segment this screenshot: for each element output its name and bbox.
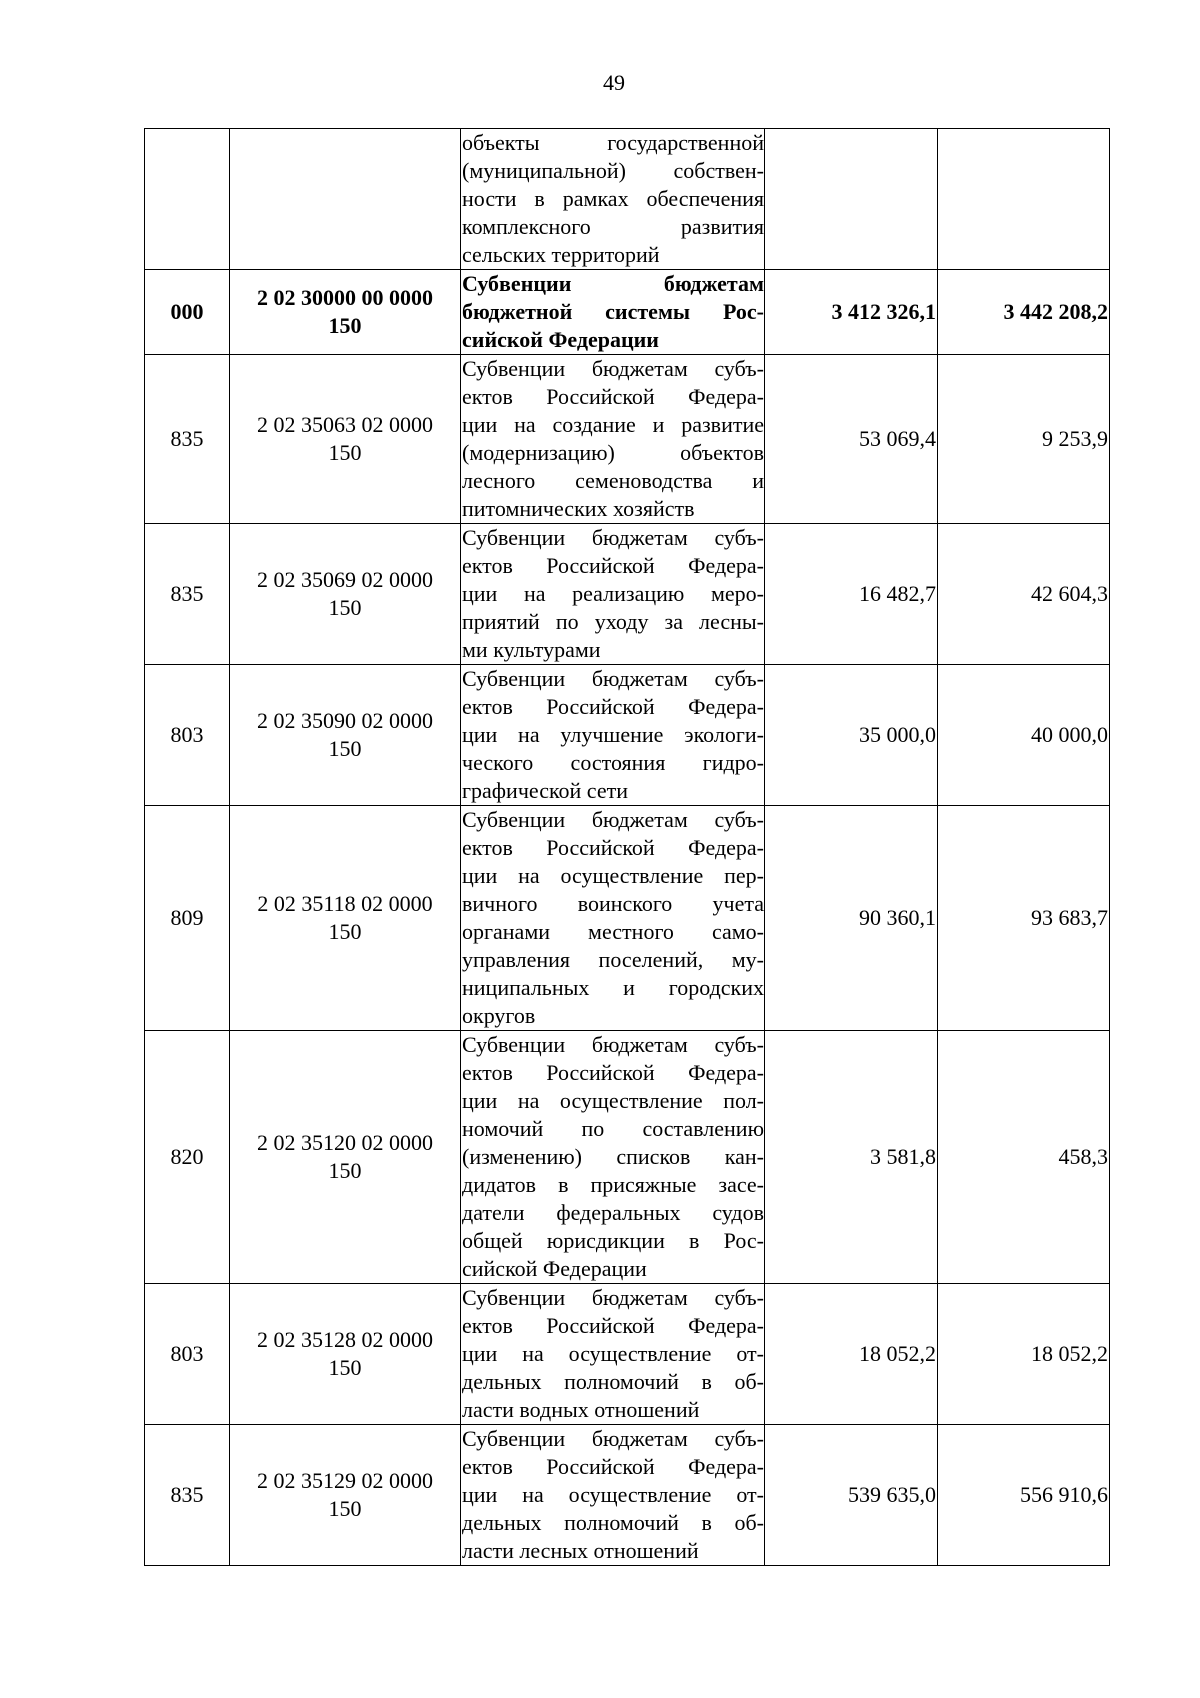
revenue-name-line: дельных полномочий в об- (462, 1369, 764, 1394)
budget-code-cell (230, 524, 461, 665)
revenue-name-line: ектов Российской Федера- (462, 553, 764, 578)
revenue-name-line: ции на реализацию меро- (462, 581, 764, 606)
revenue-name-line: Субвенции бюджетам (462, 271, 764, 296)
revenue-name-line: ности в рамках обеспечения (462, 186, 764, 211)
admin-code-cell: 835 (145, 355, 230, 524)
revenue-name-line: (изменению) списков кан- (462, 1144, 764, 1169)
budget-code-cell (230, 355, 461, 524)
amount-year-2-cell (938, 129, 1110, 270)
budget-table (144, 128, 1110, 1566)
budget-code-line: 150 (328, 1496, 362, 1521)
page-number: 49 (603, 70, 625, 95)
revenue-name-line: ектов Российской Федера- (462, 1313, 764, 1338)
revenue-name-line: (модернизацию) объектов (462, 440, 764, 465)
revenue-name-cell (461, 1284, 765, 1425)
revenue-name-line: Субвенции бюджетам субъ- (462, 666, 764, 691)
amount-year-1-cell: 16 482,7 (765, 524, 938, 665)
revenue-name-line: комплексного развития (462, 214, 764, 239)
budget-code-line: 2 02 35063 02 0000 (257, 412, 433, 437)
revenue-name-line: дельных полномочий в об- (462, 1510, 764, 1535)
admin-code-cell: 820 (145, 1031, 230, 1284)
revenue-name-line: Субвенции бюджетам субъ- (462, 1426, 764, 1451)
revenue-name-line: номочий по составлению (462, 1116, 764, 1141)
revenue-name-line: ектов Российской Федера- (462, 1454, 764, 1479)
table-row (145, 1425, 1110, 1566)
admin-code-cell (145, 129, 230, 270)
revenue-name-line: сийской Федерации (462, 1256, 647, 1281)
revenue-name-line: (муниципальной) собствен- (462, 158, 764, 183)
amount-year-1-cell: 3 412 326,1 (765, 270, 938, 355)
admin-code-cell: 835 (145, 1425, 230, 1566)
revenue-name-cell (461, 806, 765, 1031)
budget-code-line: 150 (328, 595, 362, 620)
amount-year-2-cell: 40 000,0 (938, 665, 1110, 806)
budget-code-cell (230, 1031, 461, 1284)
revenue-name-line: бюджетной системы Рос- (462, 299, 764, 324)
table-row (145, 270, 1110, 355)
admin-code-cell: 803 (145, 1284, 230, 1425)
amount-year-2-cell: 9 253,9 (938, 355, 1110, 524)
budget-code-line: 2 02 35118 02 0000 (257, 891, 433, 916)
amount-year-2-cell: 3 442 208,2 (938, 270, 1110, 355)
budget-code-cell (230, 270, 461, 355)
budget-code-cell (230, 806, 461, 1031)
table-row (145, 806, 1110, 1031)
revenue-name-cell (461, 665, 765, 806)
budget-code-line: 2 02 35090 02 0000 (257, 708, 433, 733)
budget-code-cell (230, 1284, 461, 1425)
revenue-name-line: ми культурами (462, 637, 601, 662)
revenue-name-line: ции на осуществление пол- (462, 1088, 764, 1113)
amount-year-2-cell: 556 910,6 (938, 1425, 1110, 1566)
table-row (145, 665, 1110, 806)
amount-year-1-cell: 35 000,0 (765, 665, 938, 806)
revenue-name-line: ектов Российской Федера- (462, 1060, 764, 1085)
revenue-name-line: питомнических хозяйств (462, 496, 695, 521)
revenue-name-line: органами местного само- (462, 919, 764, 944)
amount-year-1-cell: 90 360,1 (765, 806, 938, 1031)
budget-code-line: 150 (328, 440, 362, 465)
table-row (145, 524, 1110, 665)
revenue-name-line: округов (462, 1003, 536, 1028)
revenue-name-line: ектов Российской Федера- (462, 694, 764, 719)
budget-code-cell (230, 1425, 461, 1566)
revenue-name-line: объекты государственной (462, 130, 764, 155)
revenue-name-cell (461, 1425, 765, 1566)
amount-year-1-cell: 53 069,4 (765, 355, 938, 524)
revenue-name-line: ласти водных отношений (462, 1397, 700, 1422)
revenue-name-line: ции на осуществление пер- (462, 863, 764, 888)
revenue-name-line: ниципальных и городских (462, 975, 764, 1000)
revenue-name-line: ции на осуществление от- (462, 1482, 764, 1507)
revenue-name-cell (461, 270, 765, 355)
table-row (145, 129, 1110, 270)
budget-code-line: 150 (328, 1355, 362, 1380)
revenue-name-line: ции на улучшение экологи- (462, 722, 764, 747)
revenue-name-line: сийской Федерации (462, 327, 659, 352)
amount-year-2-cell: 93 683,7 (938, 806, 1110, 1031)
budget-code-line: 150 (328, 313, 362, 338)
revenue-name-line: общей юрисдикции в Рос- (462, 1228, 764, 1253)
revenue-name-cell (461, 1031, 765, 1284)
revenue-name-line: Субвенции бюджетам субъ- (462, 1285, 764, 1310)
revenue-name-line: ектов Российской Федера- (462, 384, 764, 409)
table-body (145, 129, 1110, 1566)
revenue-name-line: ции на осуществление от- (462, 1341, 764, 1366)
amount-year-1-cell: 539 635,0 (765, 1425, 938, 1566)
amount-year-2-cell: 18 052,2 (938, 1284, 1110, 1425)
budget-code-line: 2 02 35120 02 0000 (257, 1130, 433, 1155)
revenue-name-line: Субвенции бюджетам субъ- (462, 356, 764, 381)
revenue-name-line: ческого состояния гидро- (462, 750, 764, 775)
revenue-name-cell (461, 355, 765, 524)
revenue-name-line: лесного семеноводства и (462, 468, 764, 493)
amount-year-2-cell: 42 604,3 (938, 524, 1110, 665)
budget-code-line: 2 02 35128 02 0000 (257, 1327, 433, 1352)
revenue-name-cell (461, 524, 765, 665)
admin-code-cell: 000 (145, 270, 230, 355)
admin-code-cell: 803 (145, 665, 230, 806)
budget-code-cell (230, 129, 461, 270)
revenue-name-line: приятий по уходу за лесны- (462, 609, 764, 634)
budget-code-line: 150 (328, 919, 362, 944)
budget-code-line: 2 02 35129 02 0000 (257, 1468, 433, 1493)
budget-code-line: 2 02 35069 02 0000 (257, 567, 433, 592)
amount-year-1-cell (765, 129, 938, 270)
table-row (145, 1284, 1110, 1425)
revenue-name-cell (461, 129, 765, 270)
amount-year-1-cell: 3 581,8 (765, 1031, 938, 1284)
amount-year-1-cell: 18 052,2 (765, 1284, 938, 1425)
revenue-name-line: дидатов в присяжные засе- (462, 1172, 764, 1197)
revenue-name-line: ласти лесных отношений (462, 1538, 699, 1563)
revenue-name-line: графической сети (462, 778, 628, 803)
revenue-name-line: Субвенции бюджетам субъ- (462, 1032, 764, 1057)
budget-code-line: 150 (328, 736, 362, 761)
revenue-name-line: сельских территорий (462, 242, 660, 267)
revenue-name-line: ции на создание и развитие (462, 412, 764, 437)
budget-code-line: 150 (328, 1158, 362, 1183)
budget-code-cell (230, 665, 461, 806)
revenue-name-line: датели федеральных судов (462, 1200, 764, 1225)
revenue-name-line: вичного воинского учета (462, 891, 764, 916)
table-row (145, 355, 1110, 524)
revenue-name-line: Субвенции бюджетам субъ- (462, 525, 764, 550)
revenue-name-line: ектов Российской Федера- (462, 835, 764, 860)
amount-year-2-cell: 458,3 (938, 1031, 1110, 1284)
admin-code-cell: 809 (145, 806, 230, 1031)
revenue-name-line: Субвенции бюджетам субъ- (462, 807, 764, 832)
table-row (145, 1031, 1110, 1284)
budget-code-line: 2 02 30000 00 0000 (257, 285, 433, 310)
admin-code-cell: 835 (145, 524, 230, 665)
revenue-name-line: управления поселений, му- (462, 947, 764, 972)
